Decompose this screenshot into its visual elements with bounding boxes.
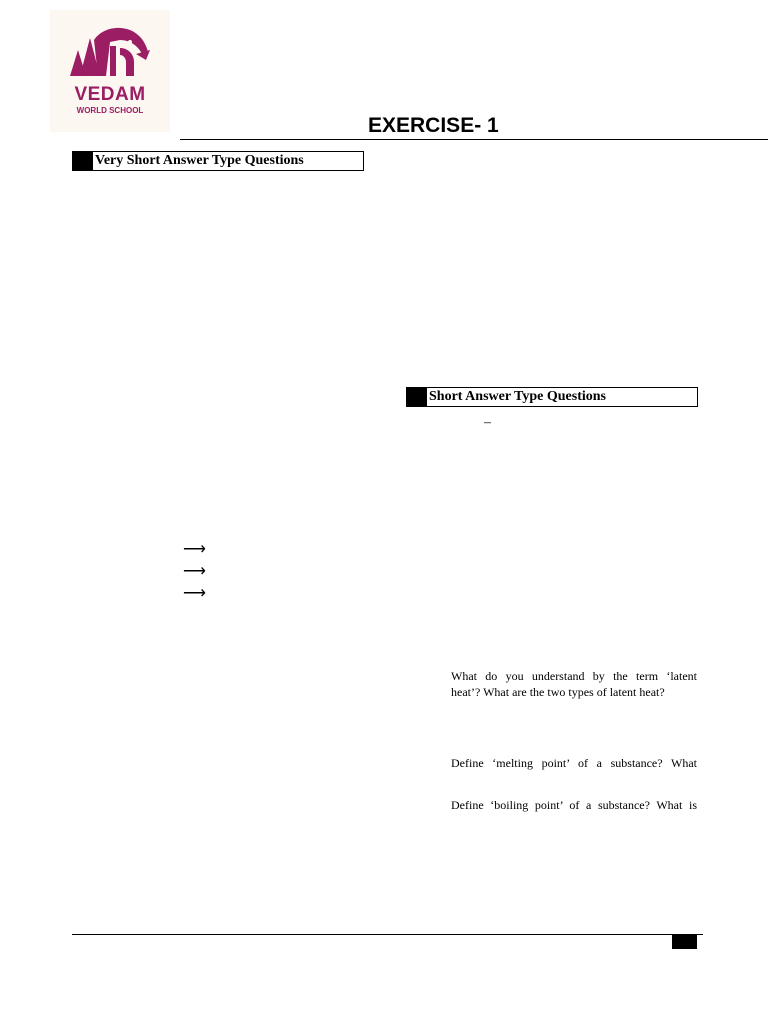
arrow-symbol: ⟶ <box>183 585 206 602</box>
dash-symbol: – <box>484 415 491 430</box>
section-marker <box>73 152 93 170</box>
logo-subtitle: WORLD SCHOOL <box>76 106 144 115</box>
school-logo <box>50 10 170 132</box>
question-melting-point <box>451 755 697 771</box>
page-number-box <box>672 935 697 949</box>
question-boiling-point <box>451 797 697 813</box>
arrow-symbol: ⟶ <box>183 541 206 558</box>
question-line: What do you understand by the term ‘latent <box>451 669 697 683</box>
title-divider <box>180 139 768 140</box>
section-header-very-short <box>72 151 364 171</box>
section-label: Very Short Answer Type Questions <box>95 153 304 168</box>
footer-divider <box>72 934 703 935</box>
section-header-short <box>406 387 698 407</box>
logo-title: VEDAM <box>74 84 146 105</box>
page-title: EXERCISE- 1 <box>368 114 499 137</box>
arrow-symbol: ⟶ <box>183 563 206 580</box>
question-line: Define ‘boiling point’ of a substance? What is <box>451 798 697 812</box>
question-line: Define ‘melting point’ of a substance? What <box>451 756 697 770</box>
section-marker <box>407 388 427 406</box>
question-latent-heat <box>451 668 697 700</box>
section-label: Short Answer Type Questions <box>429 389 606 404</box>
question-line: heat’? What are the two types of latent heat? <box>451 685 665 699</box>
